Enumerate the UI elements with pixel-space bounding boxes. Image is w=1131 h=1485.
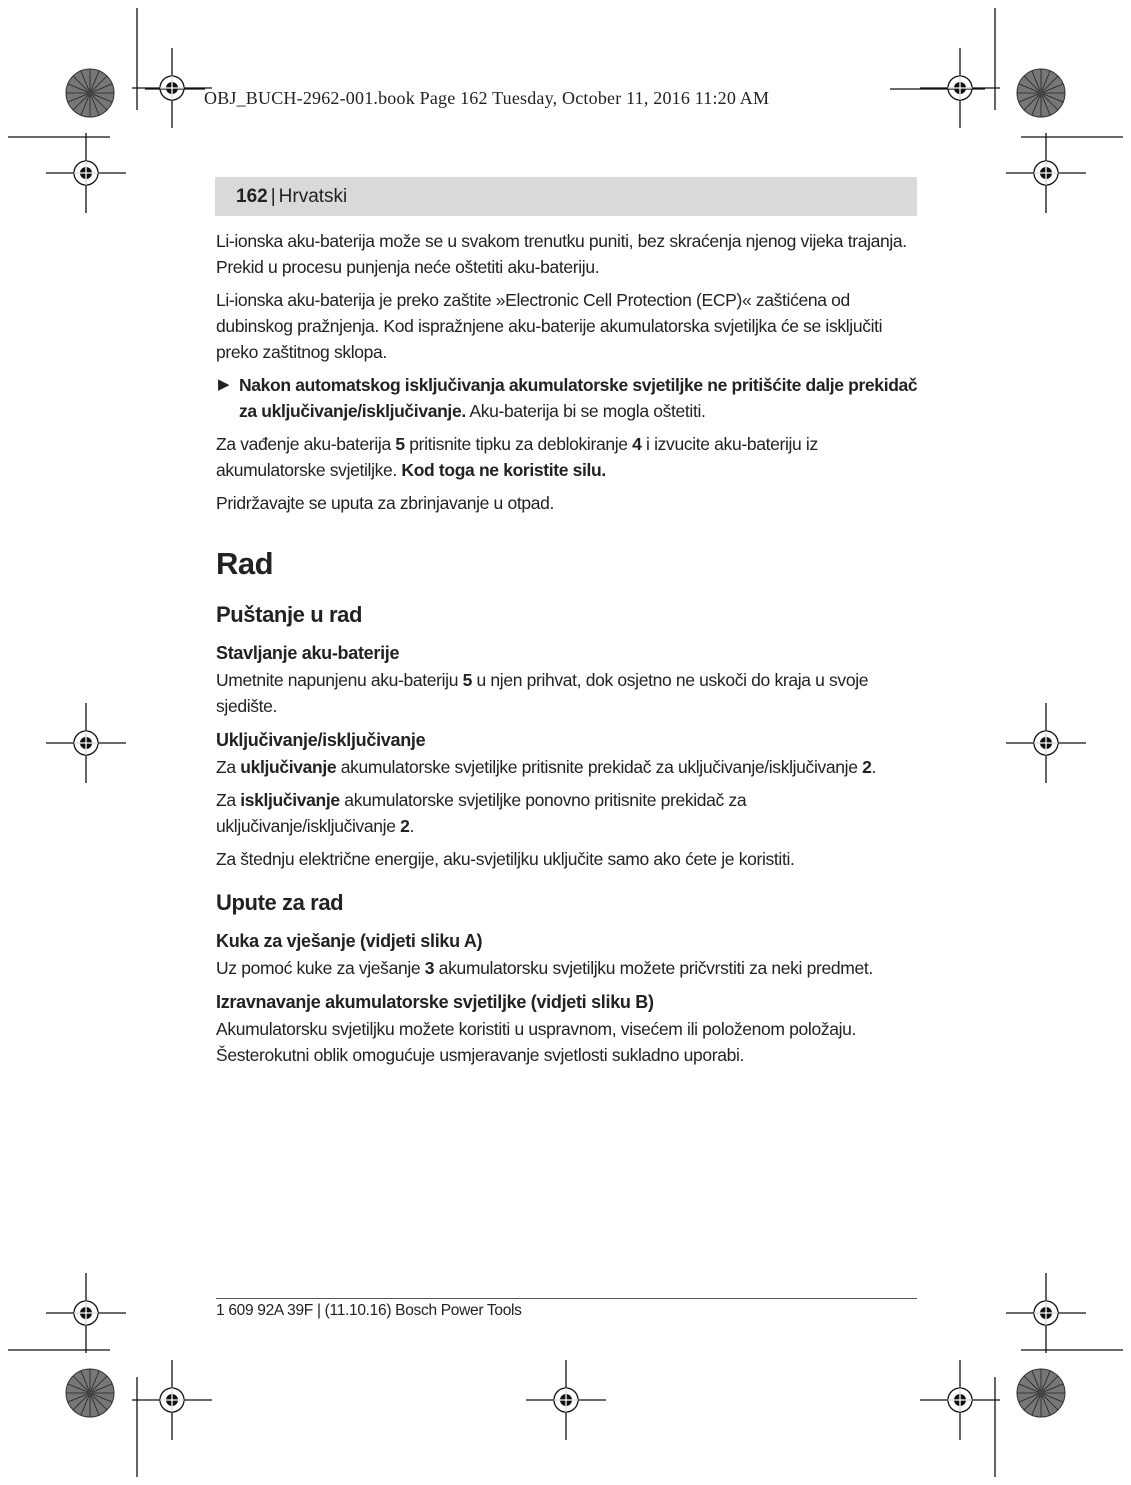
paragraph-insert — [216, 667, 919, 719]
text-run: akumulatorske svjetiljke pritisnite prekidač za uključivanje/isključivanje — [336, 757, 863, 777]
bold-term: uključivanje — [240, 757, 337, 777]
page-header-bar — [215, 177, 917, 216]
footer-rule — [216, 1298, 917, 1299]
bold-term: isključivanje — [240, 790, 340, 810]
text-run: . — [409, 816, 415, 836]
heading-hook: Kuka za vješanje (vidjeti sliku A) — [216, 931, 483, 951]
part-ref: 4 — [632, 434, 642, 454]
text-run: Umetnite napunjenu aku-bateriju — [216, 670, 463, 690]
warning-item — [216, 372, 919, 424]
header-separator: | — [270, 185, 276, 207]
text-run: i izvucite aku-bateriju iz akumulatorske svjetiljke. — [216, 434, 818, 480]
part-ref: 2 — [862, 757, 872, 777]
heading-switching: Uključivanje/isključivanje — [216, 730, 426, 750]
paragraph-hook — [216, 955, 919, 981]
part-ref: 5 — [462, 670, 472, 690]
text-run: Za — [216, 790, 241, 810]
subsection-title-start: Puštanje u rad — [216, 602, 362, 627]
paragraph-charging: Li-ionska aku-baterija može se u svakom trenutku puniti, bez skraćenja njenog vijeka trajanja. Prekid u procesu punjenja neće oštetiti aku-bateriju. — [216, 231, 907, 277]
subsection-title-tips: Upute za rad — [216, 890, 344, 915]
heading-insert-battery: Stavljanje aku-baterije — [216, 643, 400, 663]
text-run: Uz pomoć kuke za vješanje — [216, 958, 425, 978]
paragraph-alignment: Akumulatorsku svjetiljku možete koristiti u uspravnom, visećem ili položenom položaju. Šesterokutni oblik omogućuje usmjeravanje svjetlosti sukladno uporabi. — [216, 1019, 857, 1065]
bold-note: Kod toga ne koristite silu. — [401, 460, 606, 480]
page-footer: 1 609 92A 39F | (11.10.16) Bosch Power Tools — [216, 1302, 522, 1319]
page-content — [216, 228, 919, 1075]
bullet-arrow-icon: ▶ — [218, 376, 230, 393]
section-title: Rad — [216, 546, 274, 581]
text-run: akumulatorsku svjetiljku možete pričvrstiti za neki predmet. — [434, 958, 873, 978]
text-run: pritisnite tipku za deblokiranje — [404, 434, 633, 454]
heading-alignment: Izravnavanje akumulatorske svjetiljke (vidjeti sliku B) — [216, 992, 654, 1012]
paragraph-energy-saving: Za štednju električne energije, aku-svjetiljku uključite samo ako ćete je koristiti. — [216, 849, 795, 869]
part-ref: 2 — [400, 816, 410, 836]
print-job-header: OBJ_BUCH-2962-001.book Page 162 Tuesday, October 11, 2016 11:20 AM — [204, 88, 770, 108]
text-run: Za vađenje aku-baterija — [216, 434, 396, 454]
paragraph-ecp: Li-ionska aku-baterija je preko zaštite »Electronic Cell Protection (ECP)« zaštićena od dubinskog pražnjenja. Kod ispražnjene aku-baterije akumulatorska svjetiljka će se isključiti preko zaštitnog sklopa. — [216, 290, 883, 362]
page-number: 162 — [236, 185, 268, 207]
part-ref: 5 — [395, 434, 405, 454]
paragraph-switch-off — [216, 787, 919, 839]
warning-text: Aku-baterija bi se mogla oštetiti. — [465, 401, 706, 421]
paragraph-disposal: Pridržavajte se uputa za zbrinjavanje u otpad. — [216, 493, 555, 513]
part-ref: 3 — [424, 958, 435, 978]
text-run: Za — [216, 757, 241, 777]
text-run: u njen prihvat, dok osjetno ne uskoči do kraja u svoje sjedište. — [216, 670, 869, 716]
text-run: . — [871, 757, 876, 777]
paragraph-removal — [216, 431, 919, 483]
text-run: akumulatorske svjetiljke ponovno pritisnite prekidač za uključivanje/isključivanje — [216, 790, 747, 836]
warning-bold-text: Nakon automatskog isključivanja akumulatorske svjetiljke ne pritišćite dalje prekidač za uključivanje/isključivanje. — [239, 375, 918, 421]
paragraph-switch-on — [216, 754, 919, 780]
header-language: Hrvatski — [278, 185, 348, 207]
